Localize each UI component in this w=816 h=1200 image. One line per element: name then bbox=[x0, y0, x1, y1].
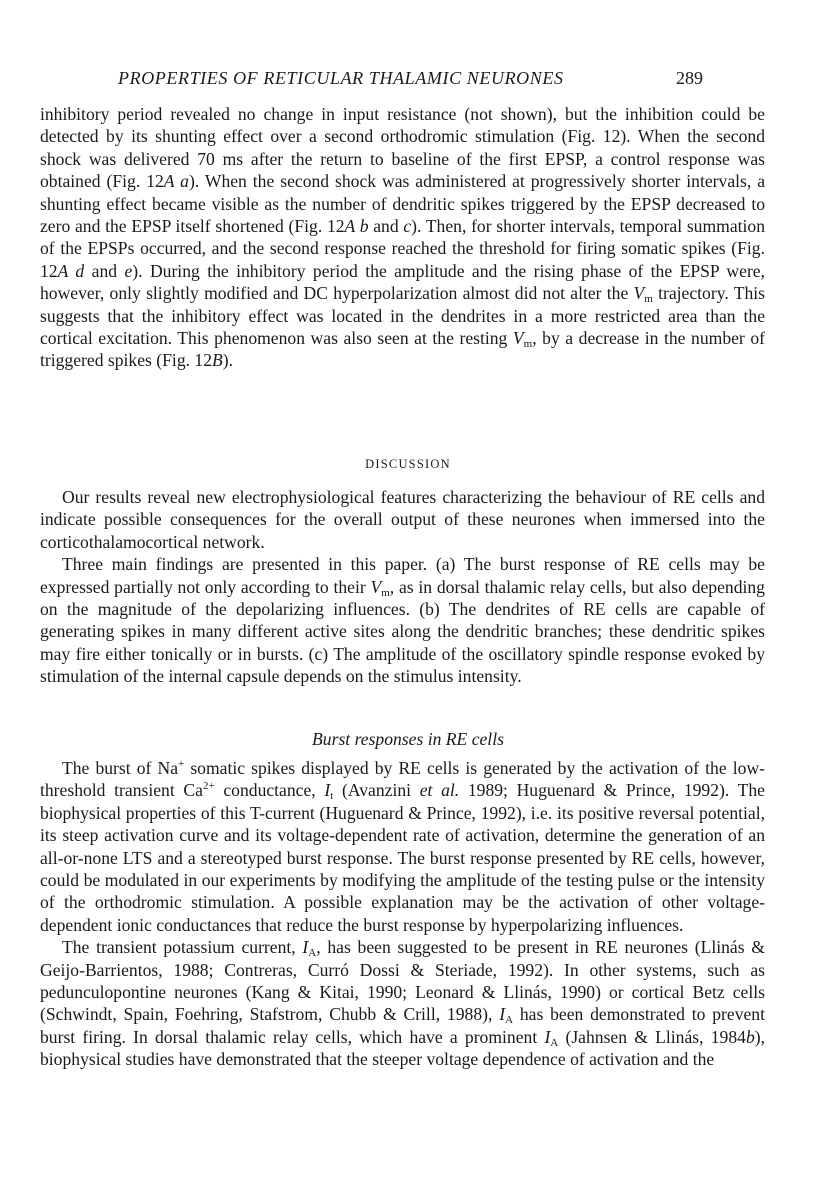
page-number: 289 bbox=[676, 68, 703, 88]
paragraph-potassium-current: The transient potassium current, $I_A$, has been suggested to be present in RE neurones (Llinás & Geijo-Barrientos, 1988; Contreras, Curró Dossi & Steriade, 1992). In other systems, such as pedunculopontine neurones (Kang & Kitai, 1990; Leonard & Llinás, 1990) or cortical Betz cells (Schwindt, Spain, Foehring, Stafstrom, Chubb & Crill, 1988), $I_A$ has been demonstrated to prevent burst firing. In dorsal thalamic relay cells, which have a prominent $I_A$ (Jahnsen & Llinás, 1984b), biophysical studies have demonstrated that the steeper voltage dependence of activation and the bbox=[40, 937, 765, 1070]
paragraph-results-overview: Our results reveal new electrophysiological features characterizing the behaviour of RE cells and indicate possible consequences for the overall output of these neurones when immersed into the corticothalamocortical network. bbox=[40, 487, 765, 552]
discussion-text-block bbox=[40, 486, 765, 688]
paragraph-inhibition-shunting: inhibitory period revealed no change in input resistance (not shown), but the inhibition could be detected by its shunting effect over a second orthodromic stimulation (Fig. 12). When the second shock was delivered 70 ms after the return to baseline of the first EPSP, a control response was obtained (Fig. 12A a). When the second shock was administered at progressively shorter intervals, a shunting effect became visible as the number of dendritic spikes triggered by the EPSP decreased to zero and the EPSP itself shortened (Fig. 12A b and c). Then, for shorter intervals, temporal summation of the EPSPs occurred, and the second response reached the threshold for firing somatic spikes (Fig. 12A d and e). During the inhibitory period the amplitude and the rising phase of the EPSP were, however, only slightly modified and DC hyperpolarization almost did not alter the $V_m$ trajectory. This suggests that the inhibitory effect was located in the dendrites in a more restricted area than the cortical excitation. This phenomenon was also seen at the resting $V_m$, by a decrease in the number of triggered spikes (Fig. 12B). bbox=[40, 104, 766, 371]
paragraph-main-findings: Three main findings are presented in this paper. (a) The burst response of RE cells may be expressed partially not only according to their $V_m$, as in dorsal thalamic relay cells, but also depending on the magnitude of the depolarizing influences. (b) The dendrites of RE cells are capable of generating spikes in many different active sites along the dendritic branches; these dendritic spikes may fire either tonically or in bursts. (c) The amplitude of the oscillatory spindle response evoked by stimulation of the internal capsule depends on the stimulus intensity. bbox=[40, 554, 765, 687]
results-text-block bbox=[40, 103, 765, 372]
discussion-heading: DISCUSSION bbox=[365, 457, 451, 471]
burst-text-block bbox=[40, 757, 765, 1071]
burst-responses-heading: Burst responses in RE cells bbox=[312, 729, 504, 749]
paragraph-burst-mechanism: The burst of Na+ somatic spikes displayed by RE cells is generated by the activation of the low-threshold transient $Ca^{2+}$ conductance, $I_t$ (Avanzini et al. 1989; Huguenard & Prince, 1992). The biophysical properties of this T-current (Huguenard & Prince, 1992), i.e. its positive reversal potential, its steep activation curve and its voltage-dependent rate of activation, determine the generation of an all-or-none LTS and a stereotyped burst response. The burst response presented by RE cells, however, could be modulated in our experiments by modifying the amplitude of the testing pulse or the intensity of the orthodromic stimulation. A possible explanation may be the activation of other voltage-dependent ionic conductances that reduce the burst response by hyperpolarizing influences. bbox=[40, 758, 766, 935]
running-head-title: PROPERTIES OF RETICULAR THALAMIC NEURONES bbox=[118, 68, 564, 88]
running-head bbox=[0, 68, 816, 92]
